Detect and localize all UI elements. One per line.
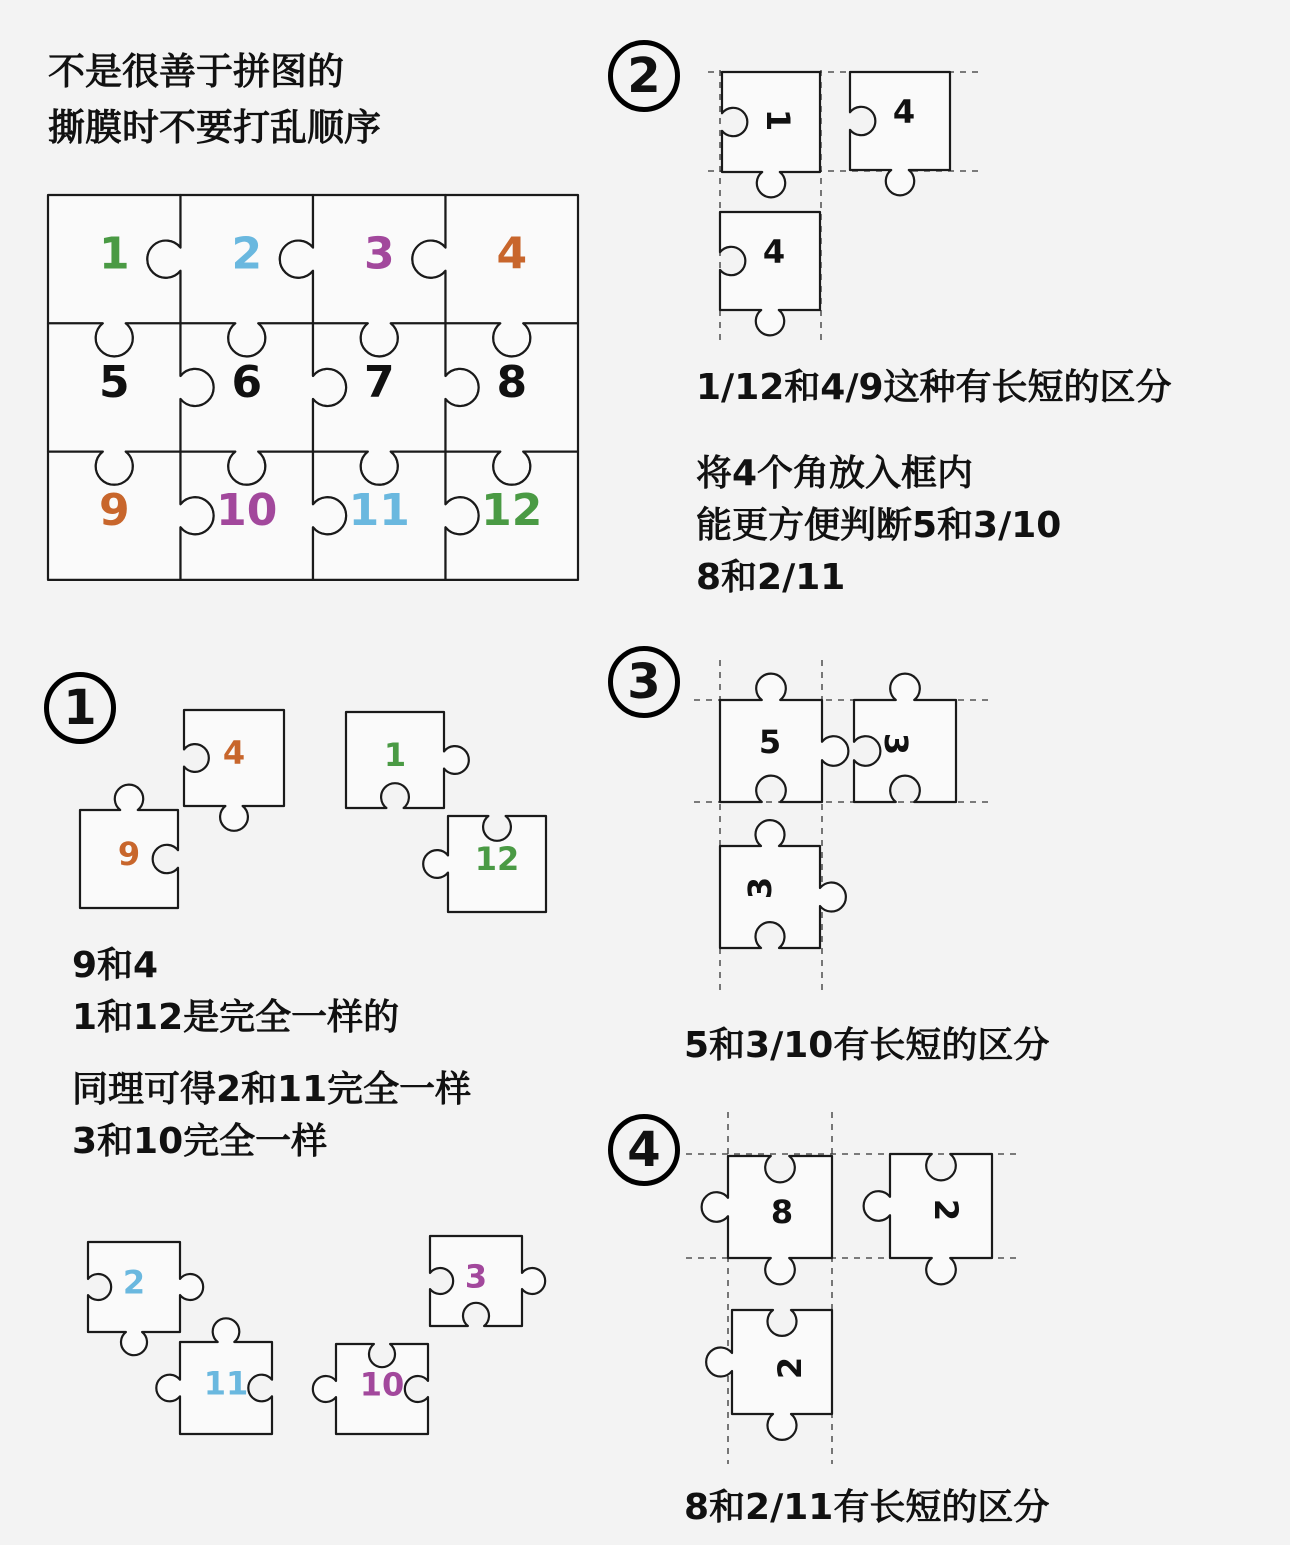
step-1-text-a-line-1: 9和4	[72, 945, 159, 986]
grid-piece-label: 9	[98, 485, 130, 537]
step-3-piece-label: 3	[741, 876, 779, 900]
grid-piece-label: 5	[98, 356, 130, 408]
step-2-text-a-line-1: 1/12和4/9这种有长短的区分	[696, 367, 1172, 408]
grid-piece-label: 3	[363, 228, 395, 280]
step-1-piece-label: 11	[203, 1364, 249, 1403]
step-3-piece	[720, 674, 848, 802]
step-3-piece-label: 5	[758, 723, 782, 761]
step-4-piece-label: 8	[770, 1193, 794, 1231]
intro-line-2: 撕膜时不要打乱顺序	[48, 106, 381, 149]
step-3-piece-label: 3	[877, 732, 915, 756]
step-1-piece-label: 1	[383, 736, 407, 775]
grid-piece-label: 10	[216, 485, 278, 537]
step-4-piece-label: 2	[771, 1356, 809, 1380]
step-1-text-b-line-2: 3和10完全一样	[72, 1121, 328, 1162]
grid-piece-label: 7	[363, 356, 395, 408]
step-3-marker: 3	[608, 646, 680, 718]
step-2-text-b-line-1: 将4个角放入框内	[696, 453, 974, 494]
step-2-piece	[850, 72, 950, 195]
grid-piece-label: 4	[496, 228, 528, 280]
grid-piece-label: 12	[481, 485, 543, 537]
intro-line-1: 不是很善于拼图的	[48, 50, 344, 93]
step-1-piece-label: 2	[122, 1263, 146, 1302]
step-2-piece	[720, 212, 820, 335]
grid-piece-label: 1	[98, 228, 130, 280]
step-1-piece	[430, 1236, 545, 1326]
step-1-piece-label: 10	[359, 1365, 405, 1404]
step-1-piece-label: 12	[474, 840, 520, 879]
grid-piece-label: 2	[231, 228, 263, 280]
grid-piece-label: 11	[348, 485, 410, 537]
step-3-text-line-1: 5和3/10有长短的区分	[684, 1025, 1050, 1066]
step-1-text-a-line-2: 1和12是完全一样的	[72, 997, 400, 1038]
step-2-marker: 2	[608, 40, 680, 112]
step-1-piece-label: 3	[464, 1257, 488, 1296]
grid-piece-label: 6	[231, 356, 263, 408]
step-4-piece	[702, 1156, 832, 1284]
step-2-piece-label: 1	[759, 108, 797, 132]
step-1-text-b-line-1: 同理可得2和11完全一样	[72, 1069, 472, 1110]
step-4-text-line-1: 8和2/11有长短的区分	[684, 1487, 1050, 1528]
step-4-piece-label: 2	[927, 1198, 965, 1222]
step-1-marker: 1	[44, 672, 116, 744]
step-2-text-b-line-3: 8和2/11	[696, 557, 846, 598]
step-2-piece	[722, 72, 820, 197]
step-1-piece-label: 9	[117, 835, 141, 874]
step-4-marker: 4	[608, 1114, 680, 1186]
step-2-piece-label: 4	[762, 233, 786, 271]
step-1-piece	[88, 1242, 203, 1355]
step-2-piece-label: 4	[892, 93, 916, 131]
step-3-piece	[720, 820, 846, 948]
step-2-text-b-line-2: 能更方便判断5和3/10	[696, 505, 1062, 546]
step-1-piece-label: 4	[222, 734, 246, 773]
step-4-piece	[706, 1310, 832, 1440]
grid-piece-label: 8	[496, 356, 528, 408]
step-1-piece	[346, 712, 469, 808]
